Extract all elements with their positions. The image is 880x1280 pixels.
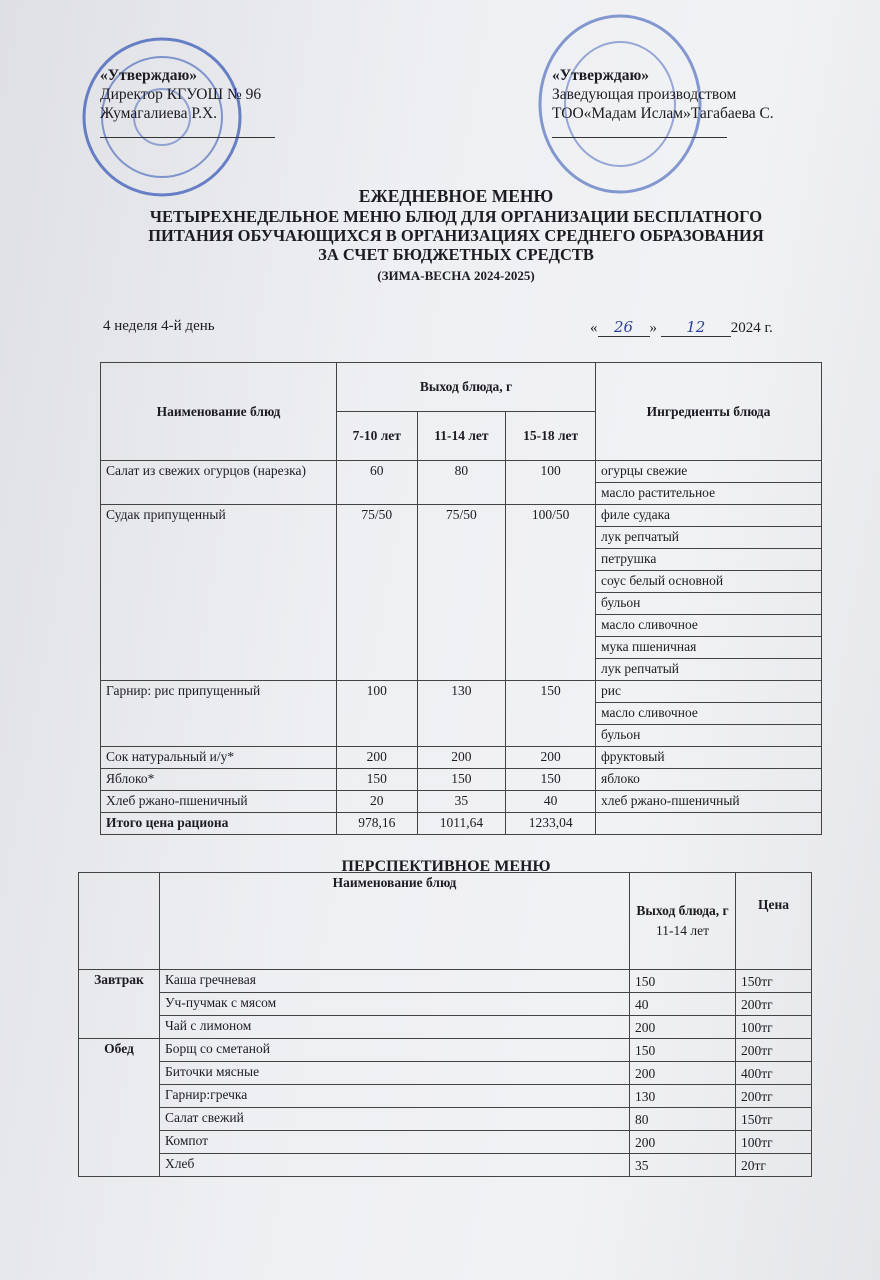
dish-price: 150тг — [736, 970, 812, 993]
dish-yield: 40 — [506, 791, 596, 813]
table-row — [79, 1108, 812, 1131]
dish-name: Яблоко* — [101, 769, 337, 791]
approval-label: «Утверждаю» — [100, 67, 198, 84]
table-row — [79, 1154, 812, 1177]
dish-yield: 200 — [630, 1062, 736, 1085]
section-label: Обед — [79, 1039, 160, 1177]
approval-left — [100, 66, 275, 138]
week-day-label: 4 неделя 4-й день — [103, 318, 215, 334]
approval-label: «Утверждаю» — [552, 67, 650, 84]
total-empty — [596, 813, 822, 835]
ingredient: филе судака — [596, 505, 822, 527]
table-row — [101, 791, 822, 813]
dish-yield: 100/50 — [506, 505, 596, 681]
dish-name: Салат свежий — [160, 1108, 630, 1131]
table-row — [101, 461, 822, 483]
perspective-menu-title: ПЕРСПЕКТИВНОЕ МЕНЮ — [341, 858, 551, 875]
ingredient: лук репчатый — [596, 659, 822, 681]
dish-name: Салат из свежих огурцов (нарезка) — [101, 461, 337, 505]
table-row — [79, 1016, 812, 1039]
dish-name: Хлеб ржано-пшеничный — [101, 791, 337, 813]
dish-name: Биточки мясные — [160, 1062, 630, 1085]
total-row — [101, 813, 822, 835]
ingredient: фруктовый — [596, 747, 822, 769]
dish-yield: 40 — [630, 993, 736, 1016]
total-value: 1233,04 — [506, 813, 596, 835]
dish-yield: 150 — [630, 970, 736, 993]
dish-name: Чай с лимоном — [160, 1016, 630, 1039]
dish-price: 400тг — [736, 1062, 812, 1085]
dish-yield: 60 — [337, 461, 418, 505]
dish-name: Гарнир: рис припущенный — [101, 681, 337, 747]
header-price: Цена — [736, 873, 812, 970]
total-value: 978,16 — [337, 813, 418, 835]
title-line-1: ЧЕТЫРЕХНЕДЕЛЬНОЕ МЕНЮ БЛЮД ДЛЯ ОРГАНИЗАЦИИ БЕСПЛАТНОГО — [149, 207, 763, 226]
season-label: (ЗИМА-ВЕСНА 2024-2025) — [377, 268, 535, 283]
date-field: « 26 » 12 2024 г. — [590, 318, 773, 336]
total-value: 1011,64 — [417, 813, 506, 835]
total-label: Итого цена рациона — [101, 813, 337, 835]
section-label: Завтрак — [79, 970, 160, 1039]
dish-price: 100тг — [736, 1016, 812, 1039]
approval-right — [552, 66, 774, 138]
ingredient: масло сливочное — [596, 703, 822, 725]
dish-name: Сок натуральный и/у* — [101, 747, 337, 769]
document-title — [100, 186, 812, 286]
table-row — [79, 970, 812, 993]
table-row — [79, 1131, 812, 1154]
table-row — [101, 505, 822, 527]
perspective-menu-table — [78, 872, 812, 1177]
table-row — [79, 1039, 812, 1062]
dish-name: Уч-пучмак с мясом — [160, 993, 630, 1016]
date-day: 26 — [598, 318, 650, 337]
dish-yield: 35 — [417, 791, 506, 813]
ingredient: мука пшеничная — [596, 637, 822, 659]
approval-position: Заведующая производством — [552, 86, 737, 103]
dish-yield: 200 — [630, 1131, 736, 1154]
dish-yield: 100 — [506, 461, 596, 505]
header-age: 11-14 лет — [417, 412, 506, 461]
dish-yield: 150 — [506, 681, 596, 747]
approval-person: ТОО«Мадам Ислам»Тагабаева С. — [552, 105, 774, 122]
dish-yield: 35 — [630, 1154, 736, 1177]
header-yield-label: Выход блюда, г — [636, 903, 729, 918]
table-row — [79, 1062, 812, 1085]
header-row — [101, 363, 822, 412]
dish-name: Гарнир:гречка — [160, 1085, 630, 1108]
ingredient: яблоко — [596, 769, 822, 791]
dish-name: Каша гречневая — [160, 970, 630, 993]
daily-menu-table — [100, 362, 822, 835]
title-main: ЕЖЕДНЕВНОЕ МЕНЮ — [358, 186, 554, 206]
header-age: 7-10 лет — [337, 412, 418, 461]
header-yield — [630, 873, 736, 970]
dish-name: Судак припущенный — [101, 505, 337, 681]
dish-yield: 130 — [417, 681, 506, 747]
dish-yield: 150 — [417, 769, 506, 791]
header-age: 11-14 лет — [656, 923, 709, 938]
header-name: Наименование блюд — [160, 873, 630, 970]
ingredient: петрушка — [596, 549, 822, 571]
dish-price: 100тг — [736, 1131, 812, 1154]
dish-yield: 200 — [506, 747, 596, 769]
header-name: Наименование блюд — [101, 363, 337, 461]
table-row — [101, 681, 822, 703]
dish-yield: 150 — [630, 1039, 736, 1062]
table-row — [79, 1085, 812, 1108]
header-yield: Выход блюда, г — [337, 363, 596, 412]
dish-name: Компот — [160, 1131, 630, 1154]
ingredient: бульон — [596, 725, 822, 747]
ingredient: бульон — [596, 593, 822, 615]
ingredient: хлеб ржано-пшеничный — [596, 791, 822, 813]
dish-yield: 200 — [337, 747, 418, 769]
date-year: 2024 г. — [730, 320, 773, 336]
title-line-3: ЗА СЧЕТ БЮДЖЕТНЫХ СРЕДСТВ — [318, 245, 594, 264]
title-line-2: ПИТАНИЯ ОБУЧАЮЩИХСЯ В ОРГАНИЗАЦИЯХ СРЕДНЕГО ОБРАЗОВАНИЯ — [148, 226, 764, 245]
dish-yield: 20 — [337, 791, 418, 813]
date-month: 12 — [661, 318, 731, 337]
dish-name: Борщ со сметаной — [160, 1039, 630, 1062]
dish-price: 200тг — [736, 993, 812, 1016]
approval-position: Директор КГУОШ № 96 — [100, 86, 262, 103]
dish-price: 150тг — [736, 1108, 812, 1131]
dish-yield: 75/50 — [417, 505, 506, 681]
table-row — [79, 993, 812, 1016]
dish-yield: 100 — [337, 681, 418, 747]
ingredient: лук репчатый — [596, 527, 822, 549]
dish-yield: 200 — [417, 747, 506, 769]
table-row — [101, 769, 822, 791]
header-age: 15-18 лет — [506, 412, 596, 461]
table-row — [101, 747, 822, 769]
dish-yield: 150 — [337, 769, 418, 791]
signature-line — [552, 123, 727, 138]
ingredient: масло сливочное — [596, 615, 822, 637]
ingredient: рис — [596, 681, 822, 703]
dish-name: Хлеб — [160, 1154, 630, 1177]
dish-price: 20тг — [736, 1154, 812, 1177]
ingredient: огурцы свежие — [596, 461, 822, 483]
dish-yield: 75/50 — [337, 505, 418, 681]
dish-yield: 130 — [630, 1085, 736, 1108]
dish-yield: 80 — [417, 461, 506, 505]
approval-person: Жумагалиева Р.Х. — [100, 105, 218, 122]
header-ingredients: Ингредиенты блюда — [596, 363, 822, 461]
dish-yield: 80 — [630, 1108, 736, 1131]
dish-price: 200тг — [736, 1039, 812, 1062]
dish-price: 200тг — [736, 1085, 812, 1108]
header-row — [79, 873, 812, 970]
dish-yield: 200 — [630, 1016, 736, 1039]
header-section — [79, 873, 160, 970]
ingredient: соус белый основной — [596, 571, 822, 593]
ingredient: масло растительное — [596, 483, 822, 505]
dish-yield: 150 — [506, 769, 596, 791]
signature-line — [100, 123, 275, 138]
